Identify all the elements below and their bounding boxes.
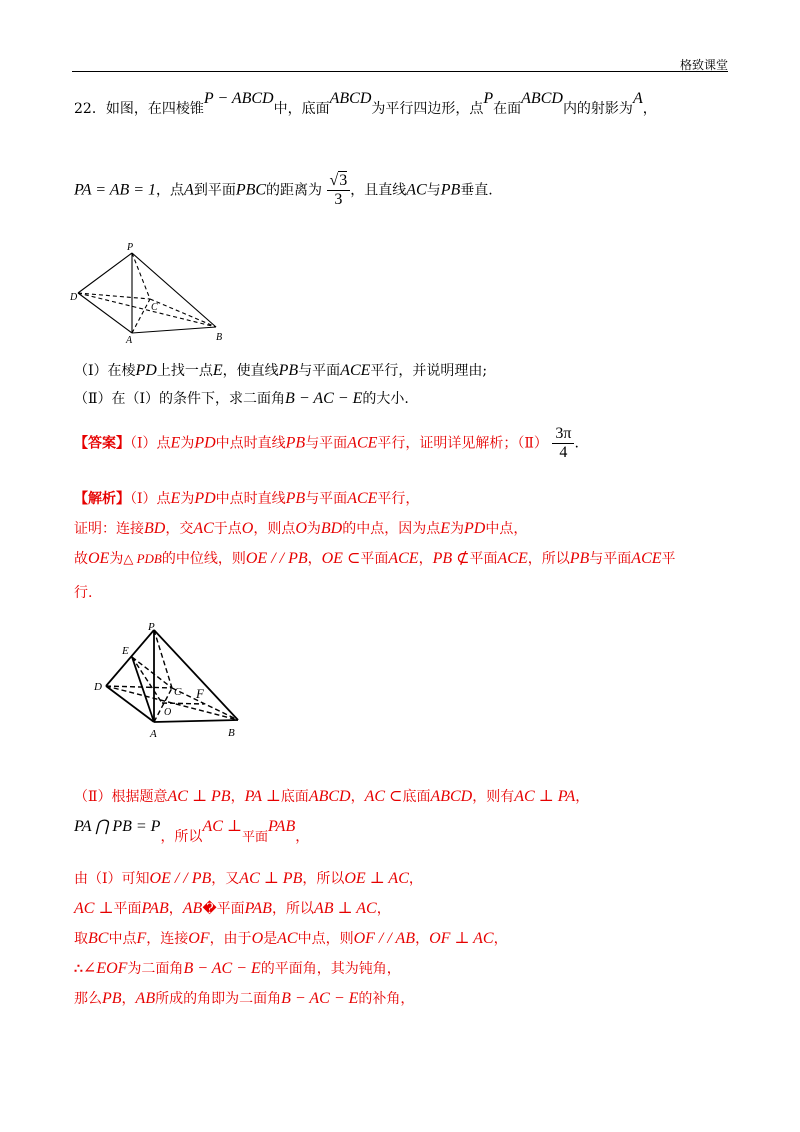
part2-line-5: 取BC中点F，连接OF，由于O是AC中点，则OF / / AB，OF ⊥ AC，	[74, 930, 508, 947]
answer-line: 【答案】（Ⅰ）点E为PD中点时直线PB与平面ACE平行，证明详见解析；（Ⅱ） $\frac{3\pi}{4}$ .	[74, 425, 579, 461]
label-C: C	[151, 302, 158, 313]
label-B: B	[228, 727, 235, 739]
analysis-line-4: 行.	[74, 585, 93, 601]
answer-fraction: $\frac{3\pi}{4}$	[552, 425, 574, 462]
distance-fraction: $\frac{√3}{3}$	[327, 172, 351, 209]
label-B: B	[216, 332, 223, 343]
pyramid-figure-1	[70, 240, 240, 345]
header-rule	[72, 71, 728, 72]
label-C: C	[174, 686, 182, 698]
label-A: A	[150, 728, 157, 740]
part2-line-6: ∴∠EOF为二面角B − AC − E的平面角，其为钝角，	[74, 960, 401, 977]
analysis-line-3: 故OE为△ PDB的中位线，则OE / / PB，OE ⊂平面ACE，PB ⊄平面ACE，所以PB与平面ACE平	[74, 550, 676, 567]
question-2: （Ⅱ）在（Ⅰ）的条件下，求二面角B − AC − E的大小.	[74, 390, 409, 407]
label-P: P	[127, 242, 134, 253]
analysis-line-1: 【解析】（Ⅰ）点E为PD中点时直线PB与平面ACE平行，	[74, 490, 420, 507]
label-O: O	[164, 707, 172, 718]
label-D: D	[70, 292, 78, 303]
part2-line-2: PA ⋂ PB = P，所以AC ⊥平面PAB，	[74, 818, 310, 845]
label-P: P	[148, 621, 155, 633]
question-1: （Ⅰ）在棱PD上找一点E，使直线PB与平面ACE平行，并说明理由;	[74, 362, 488, 379]
problem-line-1: 22．如图，在四棱锥P − ABCD中，底面ABCD为平行四边形，点P在面ABCD内的射影为A，	[74, 90, 657, 117]
part2-line-1: （Ⅱ）根据题意AC ⊥ PB，PA ⊥底面ABCD，AC ⊂底面ABCD，则有AC ⊥ PA，	[74, 788, 590, 805]
pyramid-figure-2	[92, 618, 252, 743]
part2-line-7: 那么PB，AB所成的角即为二面角B − AC − E的补角，	[74, 990, 415, 1007]
problem-line-2: PA = AB = 1，点A到平面PBC的距离为 $\frac{√3}{3}$ ，且直线AC与PB垂直.	[74, 172, 493, 208]
answer-tag: 【答案】	[74, 435, 130, 452]
label-D: D	[94, 681, 102, 693]
analysis-line-2: 证明：连接BD，交AC于点O，则点O为BD的中点，因为点E为PD中点，	[74, 520, 528, 537]
label-E: E	[122, 645, 129, 657]
label-A: A	[126, 335, 133, 345]
label-F: F	[196, 686, 204, 701]
part2-line-3: 由（Ⅰ）可知OE / / PB，又AC ⊥ PB，所以OE ⊥ AC，	[74, 870, 423, 887]
header-brand: 格致课堂	[679, 58, 728, 72]
part2-line-4: AC ⊥平面PAB，AB�平面PAB，所以AB ⊥ AC，	[74, 900, 391, 917]
analysis-tag: 【解析】	[74, 491, 130, 507]
